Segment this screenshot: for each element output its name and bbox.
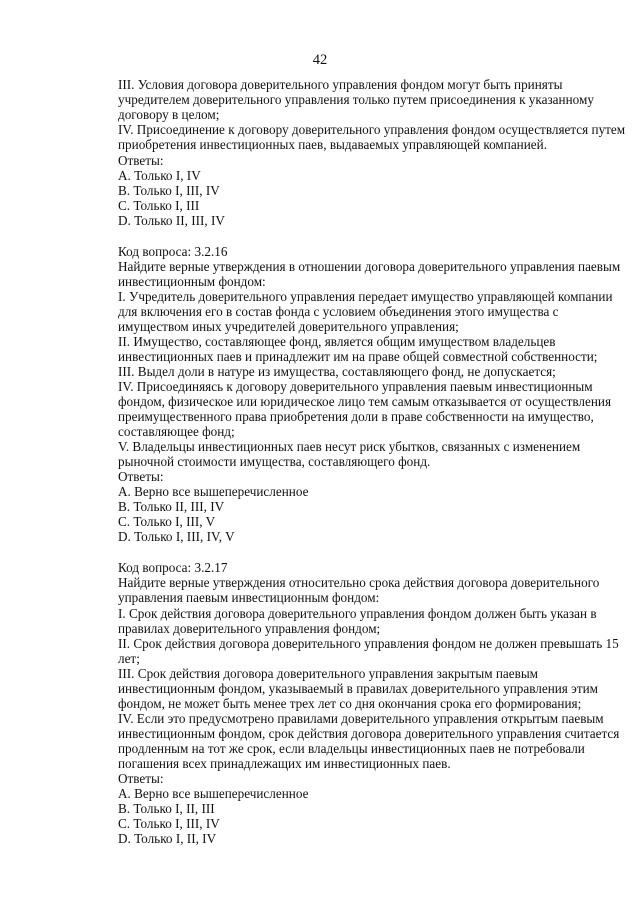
question-text: Найдите верные утверждения в отношении договора доверительного управления паевым: [118, 259, 621, 274]
text-line: приобретения инвестиционных паев, выдаваемых управляющей компанией.: [118, 137, 548, 152]
text-line: IV. Присоединение к договору доверительного управления фондом осуществляется путем: [118, 122, 626, 137]
statement-line: IV. Присоединяясь к договору доверительного управления паевым инвестиционным: [118, 379, 593, 394]
statement-line: фондом, физическое или юридическое лицо тем самым отказывается от осуществления: [118, 394, 612, 409]
question-code: Код вопроса: 3.2.16: [118, 244, 228, 259]
text-line: III. Условия договора доверительного управления фондом могут быть приняты: [118, 77, 563, 92]
statement-line: погашения всех принадлежащих им инвестиционных паев.: [118, 756, 451, 771]
statement-line: имуществом иных учредителей доверительного управления;: [118, 319, 459, 334]
answer-option: D. Только II, III, IV: [118, 213, 225, 228]
statement-line: правилах доверительного управления фондом;: [118, 621, 381, 636]
answer-option: C. Только I, III, IV: [118, 816, 220, 831]
statement-line: I. Срок действия договора доверительного управления фондом должен быть указан в: [118, 606, 597, 621]
answers-label: Ответы:: [118, 771, 164, 786]
statement-line: преимущественного права приобретения доли в праве собственности на имущество,: [118, 409, 594, 424]
statement-line: фондом, не может быть менее трех лет со дня окончания срока его формирования;: [118, 696, 582, 711]
statement-line: V. Владельцы инвестиционных паев несут риск убытков, связанных с изменением: [118, 439, 581, 454]
text-line: договору в целом;: [118, 107, 220, 122]
question-text: управления паевым инвестиционным фондом:: [118, 590, 380, 605]
question-code: Код вопроса: 3.2.17: [118, 560, 228, 575]
statement-line: инвестиционных паев и принадлежит им на праве общей совместной собственности;: [118, 349, 598, 364]
answers-label: Ответы:: [118, 153, 164, 168]
answer-option: D. Только I, II, IV: [118, 831, 217, 846]
statement-line: II. Имущество, составляющее фонд, является общим имуществом владельцев: [118, 334, 556, 349]
answer-option: B. Только II, III, IV: [118, 499, 225, 514]
statement-line: составляющее фонд;: [118, 424, 235, 439]
statement-line: рыночной стоимости имущества, составляющего фонд.: [118, 454, 431, 469]
statement-line: III. Срок действия договора доверительного управления закрытым паевым: [118, 666, 539, 681]
statement-line: III. Выдел доли в натуре из имущества, составляющего фонд, не допускается;: [118, 364, 556, 379]
answer-option: B. Только I, III, IV: [118, 183, 220, 198]
statement-line: для включения его в состав фонда с условием объединения этого имущества с: [118, 304, 559, 319]
statement-line: продленным на тот же срок, если владельцы инвестиционных паев не потребовали: [118, 741, 585, 756]
page-number: 42: [312, 52, 328, 68]
answer-option: A. Верно все вышеперечисленное: [118, 786, 309, 801]
statement-line: II. Срок действия договора доверительного управления фондом не должен превышать 15: [118, 636, 619, 651]
answer-option: D. Только I, III, IV, V: [118, 529, 235, 544]
question-text: инвестиционным фондом:: [118, 274, 266, 289]
answer-option: C. Только I, III: [118, 198, 200, 213]
answer-option: B. Только I, II, III: [118, 801, 215, 816]
text-line: учредителем доверительного управления только путем присоединения к указанному: [118, 92, 594, 107]
statement-line: инвестиционным фондом, указываемый в правилах доверительного управления этим: [118, 681, 598, 696]
answers-label: Ответы:: [118, 469, 164, 484]
question-text: Найдите верные утверждения относительно срока действия договора доверительного: [118, 575, 600, 590]
statement-line: I. Учредитель доверительного управления передает имущество управляющей компании: [118, 289, 613, 304]
statement-line: IV. Если это предусмотрено правилами доверительного управления открытым паевым: [118, 711, 604, 726]
statement-line: инвестиционным фондом, срок действия договора доверительного управления считается: [118, 726, 620, 741]
answer-option: A. Только I, IV: [118, 168, 201, 183]
answer-option: C. Только I, III, V: [118, 514, 216, 529]
statement-line: лет;: [118, 651, 140, 666]
answer-option: A. Верно все вышеперечисленное: [118, 484, 309, 499]
